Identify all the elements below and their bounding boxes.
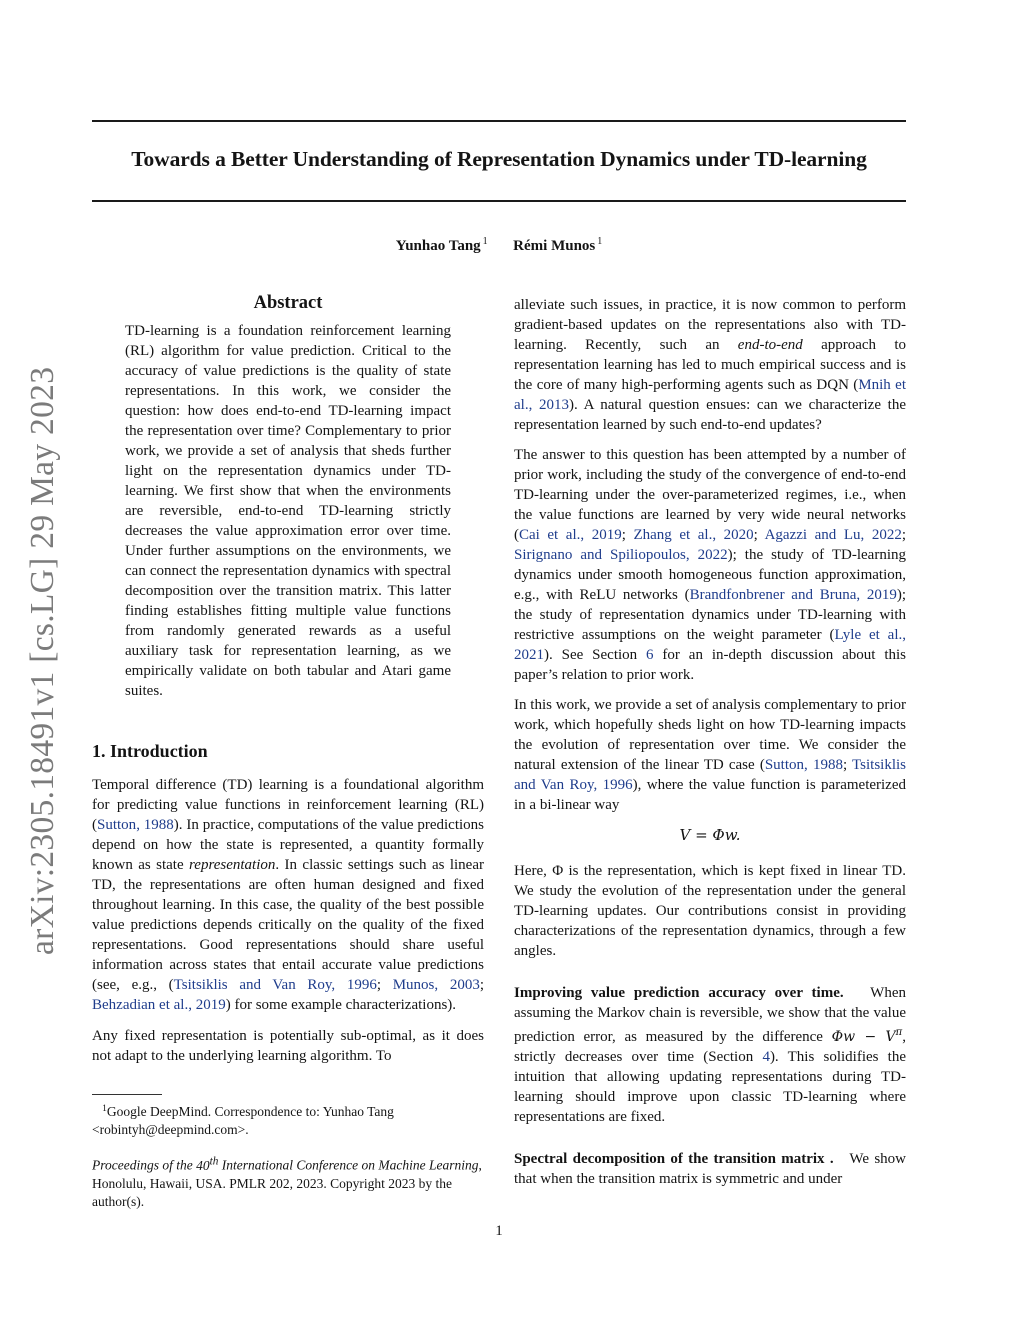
contribution-paragraph: Improving value prediction accuracy over time. When assuming the Markov chain is reversible, we show that the value prediction error, as measured by the difference $\Phi w - V^\pi$, strictly decreases over time (Section 4). This solidifies the intuition that allowing updating representations during TD-learning should improve upon classic TD-learning where representations are fixed. bbox=[514, 985, 907, 1125]
citation-link[interactable]: Tsitsiklis and Van Roy, 1996 bbox=[514, 757, 906, 793]
left-column bbox=[92, 293, 484, 1077]
proceedings-note: Proceedings of the 40th International Conference on Machine Learning, Honolulu, Hawaii, USA. PMLR 202, 2023. Copyright 2023 by the author(s). bbox=[92, 1155, 482, 1209]
intro-paragraph: Any fixed representation is potentially sub-optimal, as it does not adapt to the underlying learning algorithm. To bbox=[92, 1028, 484, 1064]
citation-link[interactable]: Agazzi and Lu, 2022 bbox=[764, 527, 902, 543]
citation-link[interactable]: Tsitsiklis and Van Roy, 1996 bbox=[173, 977, 377, 993]
paragraph-heading: Spectral decomposition of the transition matrix . bbox=[514, 1151, 834, 1167]
body-paragraph: Here, Φ is the representation, which is kept fixed in linear TD. We study the evolution of the representation under the general TD-learning updates. Our contributions consist in providing characterizations of the representation dynamics, through a few angles. bbox=[514, 863, 906, 959]
paragraph-heading: Improving value prediction accuracy over time. bbox=[514, 985, 844, 1001]
author-affiliation: 1 bbox=[482, 236, 488, 247]
citation-link[interactable]: Mnih et al., 2013 bbox=[514, 377, 906, 413]
citation-link[interactable]: Sutton, 1988 bbox=[97, 817, 174, 833]
abstract-heading: Abstract bbox=[253, 293, 323, 313]
page-number: 1 bbox=[495, 1223, 503, 1239]
section-link[interactable]: 6 bbox=[646, 647, 654, 663]
top-rule bbox=[92, 120, 906, 122]
author-name: Rémi Munos bbox=[513, 238, 596, 254]
citation-link[interactable]: Cai et al., 2019 bbox=[519, 527, 622, 543]
title-bottom-rule bbox=[92, 200, 906, 202]
abstract-text: TD-learning is a foundation reinforcement learning (RL) algorithm for value prediction. Critical to the accuracy of value predictions is the quality of state representations. In this work, we consider the question: how does end-to-end TD-learning impact the representation over time? Complementary to prior work, we provide a set of analysis that sheds further light on the representation dynamics under TD-learning. We first show that when the environments are reversible, end-to-end TD-learning strictly decreases the value approximation error over time. Under further assumptions on the environments, we can connect the representation dynamics with spectral decomposition over the transition matrix. This latter finding establishes fitting multiple value functions from randomly generated rewards as a useful auxiliary task for representation learning, as we empirically validate on both tabular and Atari game suites. bbox=[125, 323, 451, 699]
citation-link[interactable]: Sirignano and Spiliopoulos, 2022 bbox=[514, 547, 728, 563]
arxiv-stamp: arXiv:2305.18491v1 [cs.LG] 29 May 2023 bbox=[24, 366, 61, 955]
author-list bbox=[92, 236, 906, 255]
contribution-paragraph: Spectral decomposition of the transition matrix . We show that when the transition matrix is symmetric and under bbox=[514, 1151, 906, 1187]
footnote: $^1$Google DeepMind. Correspondence to: Yunhao Tang <robintyh@deepmind.com>. bbox=[92, 1104, 394, 1137]
citation-link[interactable]: Lyle et al., 2021 bbox=[514, 627, 906, 663]
section-heading: 1. Introduction bbox=[92, 741, 208, 761]
equation: V = Φw. bbox=[679, 826, 741, 844]
paper-title: Towards a Better Understanding of Representation Dynamics under TD-learning bbox=[131, 147, 867, 171]
citation-link[interactable]: Sutton, 1988 bbox=[764, 757, 843, 773]
citation-link[interactable]: Munos, 2003 bbox=[392, 977, 480, 993]
body-paragraph: In this work, we provide a set of analysis complementary to prior work, which hopefully sheds light on how TD-learning impacts the evolution of representation over time. We consider the natural extension of the linear TD case (Sutton, 1988; Tsitsiklis and Van Roy, 1996), where the value function is parameterized in a bi-linear way bbox=[514, 697, 906, 813]
intro-paragraph: Temporal difference (TD) learning is a foundational algorithm for predicting value functions in reinforcement learning (RL) (Sutton, 1988). In practice, computations of the value predictions depend on how the state is represented, a quantity formally known as state representation. In classic settings such as linear TD, the representations are often human designed and fixed throughout learning. In this case, the quality of the best possible value predictions depends critically on the quality of the fixed representations. Good representations should share useful information across states that entail accurate value predictions (see, e.g., (Tsitsiklis and Van Roy, 1996; Munos, 2003; Behzadian et al., 2019) for some example characterizations). bbox=[92, 777, 485, 1013]
citation-link[interactable]: Behzadian et al., 2019 bbox=[92, 997, 226, 1013]
section-link[interactable]: 4 bbox=[762, 1049, 770, 1065]
body-paragraph: The answer to this question has been attempted by a number of prior work, including the study of the convergence of end-to-end TD-learning under the over-parameterized regimes, i.e., when the value functions are learned by very wide neural networks (Cai et al., 2019; Zhang et al., 2020; Agazzi and Lu, 2022; Sirignano and Spiliopoulos, 2022); the study of TD-learning dynamics under smooth homogeneous function approximation, e.g., with ReLU networks (Brandfonbrener and Bruna, 2019); the study of representation dynamics under TD-learning with restrictive assumptions on the weight parameter (Lyle et al., 2021). See Section 6 for an in-depth discussion about this paper’s relation to prior work. bbox=[514, 447, 907, 683]
footnote-rule bbox=[92, 1094, 162, 1095]
right-column bbox=[514, 295, 906, 1199]
citation-link[interactable]: Brandfonbrener and Bruna, 2019 bbox=[689, 587, 897, 603]
body-paragraph: alleviate such issues, in practice, it is now common to perform gradient-based updates on the representations also with TD-learning. Recently, such an end-to-end approach to representation learning has led to much empirical success and is the core of many high-performing agents such as DQN (Mnih et al., 2013). A natural question ensues: can we characterize the representation learned by such end-to-end updates? bbox=[514, 297, 906, 433]
author-name: Yunhao Tang bbox=[395, 238, 481, 254]
author-affiliation: 1 bbox=[597, 236, 603, 247]
citation-link[interactable]: Zhang et al., 2020 bbox=[633, 527, 754, 543]
